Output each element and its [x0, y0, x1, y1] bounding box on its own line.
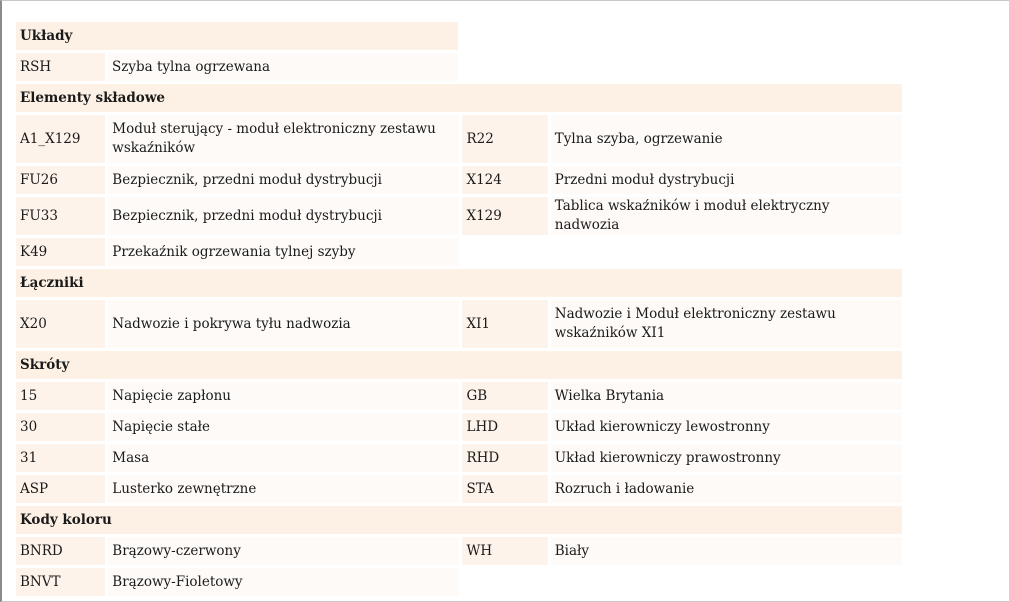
desc-cell: Bezpiecznik, przedni moduł dystrybucji [108, 197, 459, 235]
code-cell: A1_X129 [16, 115, 105, 163]
code-cell: BNRD [16, 537, 105, 565]
desc-cell: Tylna szyba, ogrzewanie [551, 115, 902, 163]
code-cell: XI1 [462, 300, 547, 348]
desc-cell: Biały [551, 537, 902, 565]
code-cell: RHD [462, 444, 547, 472]
table-elementy [13, 81, 905, 269]
code-cell: STA [462, 475, 547, 503]
desc-cell: Rozruch i ładowanie [551, 475, 902, 503]
desc-cell: Brązowy-Fioletowy [108, 568, 459, 596]
desc-cell: Wielka Brytania [551, 382, 902, 410]
code-cell: GB [462, 382, 547, 410]
desc-cell: Przekaźnik ogrzewania tylnej szyby [108, 238, 459, 266]
desc-cell: Tablica wskaźników i moduł elektryczny nadwozia [551, 197, 902, 235]
code-cell: BNVT [16, 568, 105, 596]
code-cell: 30 [16, 413, 105, 441]
desc-cell: Napięcie zapłonu [108, 382, 459, 410]
empty-cell [462, 568, 547, 596]
desc-cell: Brązowy-czerwony [108, 537, 459, 565]
section-header-kody-koloru [16, 506, 902, 534]
code-cell: RSH [16, 53, 105, 81]
code-cell: X129 [462, 197, 547, 235]
empty-cell [551, 238, 902, 266]
code-cell: 31 [16, 444, 105, 472]
code-cell: K49 [16, 238, 105, 266]
table-row [16, 115, 902, 163]
desc-cell: Napięcie stałe [108, 413, 459, 441]
table-row [16, 444, 902, 472]
desc-cell: Lusterko zewnętrzne [108, 475, 459, 503]
table-row [16, 537, 902, 565]
code-cell: FU33 [16, 197, 105, 235]
table-row [16, 413, 902, 441]
section-title: Elementy składowe [16, 84, 902, 112]
code-cell: WH [462, 537, 547, 565]
section-header-elementy [16, 84, 902, 112]
table-row [16, 238, 902, 266]
table-kody-koloru [13, 503, 905, 599]
table-row [16, 382, 902, 410]
table-row [16, 166, 902, 194]
table-uklady [13, 19, 461, 84]
desc-cell: Szyba tylna ogrzewana [108, 53, 458, 81]
table-row [16, 475, 902, 503]
desc-cell: Nadwozie i Moduł elektroniczny zestawu wskaźników XI1 [551, 300, 902, 348]
table-row [16, 568, 902, 596]
section-title: Układy [16, 22, 458, 50]
code-cell: R22 [462, 115, 547, 163]
empty-cell [551, 568, 902, 596]
code-cell: ASP [16, 475, 105, 503]
table-skroty [13, 348, 905, 506]
desc-cell: Moduł sterujący - moduł elektroniczny zestawu wskaźników [108, 115, 459, 163]
desc-cell: Układ kierowniczy prawostronny [551, 444, 902, 472]
legend-content [16, 22, 905, 599]
table-row [16, 53, 458, 81]
empty-cell [462, 238, 547, 266]
code-cell: FU26 [16, 166, 105, 194]
desc-cell: Układ kierowniczy lewostronny [551, 413, 902, 441]
code-cell: LHD [462, 413, 547, 441]
table-row [16, 300, 902, 348]
desc-cell: Nadwozie i pokrywa tyłu nadwozia [108, 300, 459, 348]
section-header-uklady [16, 22, 458, 50]
desc-cell: Przedni moduł dystrybucji [551, 166, 902, 194]
desc-cell: Bezpiecznik, przedni moduł dystrybucji [108, 166, 459, 194]
code-cell: 15 [16, 382, 105, 410]
table-laczniki [13, 266, 905, 351]
section-header-skroty [16, 351, 902, 379]
code-cell: X20 [16, 300, 105, 348]
section-title: Kody koloru [16, 506, 902, 534]
code-cell: X124 [462, 166, 547, 194]
desc-cell: Masa [108, 444, 459, 472]
section-title: Skróty [16, 351, 902, 379]
section-title: Łączniki [16, 269, 902, 297]
section-header-laczniki [16, 269, 902, 297]
table-row [16, 197, 902, 235]
